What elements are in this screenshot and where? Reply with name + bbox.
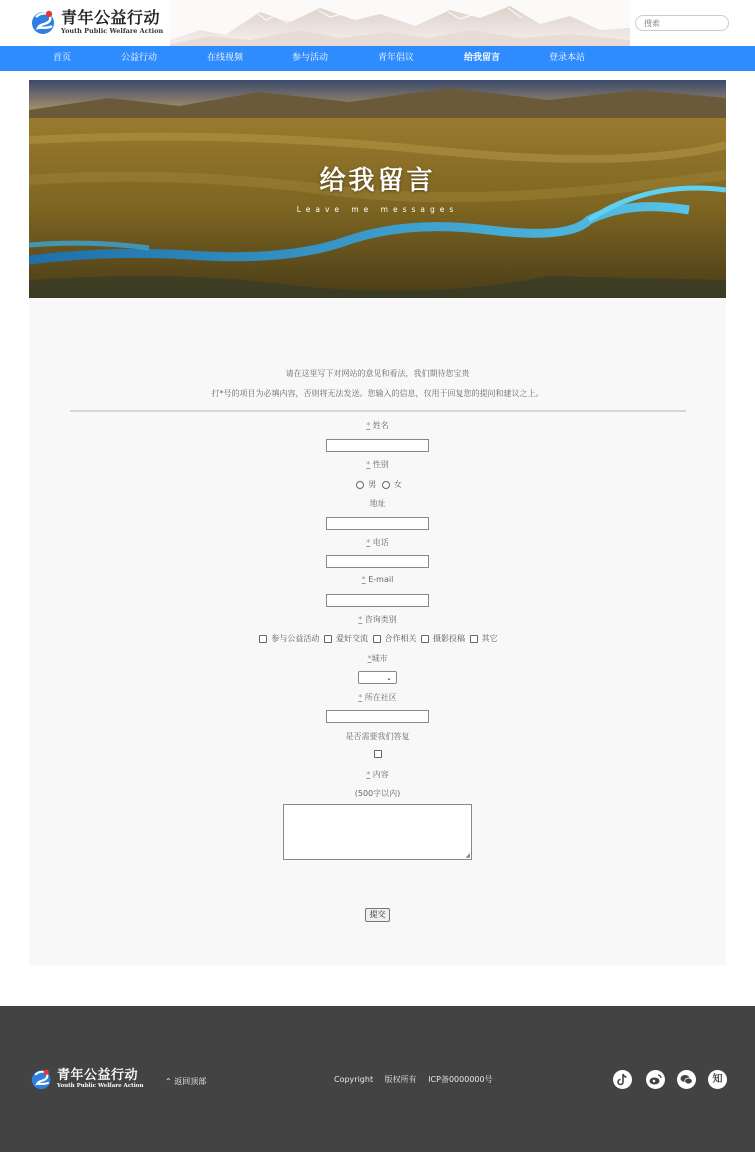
- site-logo[interactable]: [30, 9, 163, 35]
- gender-female-label: 女: [393, 480, 402, 489]
- douyin-icon[interactable]: [613, 1070, 632, 1089]
- category-checkbox-hobby[interactable]: [324, 635, 332, 643]
- required-mark: *: [366, 460, 371, 469]
- address-label: 地址: [369, 499, 386, 508]
- name-label: * 姓名: [366, 421, 389, 430]
- page-banner: [29, 80, 726, 298]
- required-mark: *: [361, 575, 366, 584]
- logo-emblem-icon: [30, 9, 58, 35]
- reply-label: 是否需要我们答复: [345, 732, 410, 741]
- phone-input[interactable]: [326, 555, 429, 568]
- required-mark: *: [366, 770, 371, 779]
- nav-item-actions[interactable]: 公益行动: [120, 53, 158, 63]
- chevron-up-icon: ⌃: [165, 1077, 172, 1086]
- email-label: * E-mail: [361, 575, 394, 584]
- category-checkbox-group: [29, 633, 726, 644]
- footer-logo[interactable]: [30, 1068, 143, 1090]
- required-mark: *: [366, 421, 371, 430]
- copyright-text: Copyright: [334, 1075, 374, 1084]
- nav-item-initiative[interactable]: 青年倡议: [377, 53, 415, 63]
- copyright-info: [334, 1074, 502, 1085]
- reply-checkbox[interactable]: [374, 750, 382, 758]
- phone-label: * 电话: [366, 538, 389, 547]
- required-mark: *: [358, 693, 363, 702]
- nav-item-messages[interactable]: 给我留言: [463, 53, 501, 63]
- address-input[interactable]: [326, 517, 429, 530]
- banner-title: 给我留言: [319, 166, 436, 196]
- gender-radio-group: [29, 479, 726, 490]
- banner-subtitle: Leave me messages: [296, 205, 459, 214]
- header-mountain-decoration: [170, 0, 630, 46]
- name-input[interactable]: [326, 439, 429, 452]
- category-checkbox-cooperation[interactable]: [373, 635, 381, 643]
- category-label-other: 其它: [481, 634, 498, 643]
- gender-male-label: 男: [368, 480, 377, 489]
- site-footer: [0, 1006, 755, 1152]
- form-intro-line2: 打*号的项目为必填内容，否则将无法发送。您输入的信息，仅用于回复您的提问和建议之上。: [211, 389, 544, 398]
- rights-text: 版权所有: [384, 1075, 417, 1084]
- site-header: [0, 0, 755, 46]
- content-textarea[interactable]: [283, 804, 472, 860]
- required-mark: *: [358, 615, 363, 624]
- required-mark: *: [366, 538, 371, 547]
- form-divider: [70, 410, 686, 412]
- category-label-hobby: 爱好交流: [335, 634, 368, 643]
- email-input[interactable]: [326, 594, 429, 607]
- city-label: *城市: [367, 654, 388, 663]
- category-label-activity: 参与公益活动: [271, 634, 320, 643]
- gender-female-radio[interactable]: [382, 481, 390, 489]
- community-input[interactable]: [326, 710, 429, 723]
- chevron-down-icon: ⌄: [386, 674, 392, 682]
- category-checkbox-other[interactable]: [470, 635, 478, 643]
- submit-button[interactable]: 提交: [365, 908, 390, 922]
- category-checkbox-photo[interactable]: [421, 635, 429, 643]
- category-label-cooperation: 合作相关: [384, 634, 417, 643]
- nav-item-activities[interactable]: 参与活动: [291, 53, 329, 63]
- back-to-top-link[interactable]: ⌃ 返回顶部: [165, 1077, 207, 1086]
- zhihu-icon[interactable]: 知: [708, 1070, 727, 1089]
- gender-label: * 性别: [366, 460, 389, 469]
- icp-link[interactable]: ICP备0000000号: [428, 1075, 493, 1084]
- content-hint: (500字以内): [354, 789, 401, 798]
- main-nav: [0, 46, 755, 71]
- nav-item-login[interactable]: 登录本站: [548, 53, 586, 63]
- city-select[interactable]: [358, 671, 397, 684]
- content-label: * 内容: [366, 770, 389, 779]
- message-form: [29, 298, 726, 965]
- nav-item-videos[interactable]: 在线视频: [206, 53, 244, 63]
- category-checkbox-activity[interactable]: [259, 635, 267, 643]
- community-label: * 所在社区: [358, 693, 397, 702]
- required-mark: *: [367, 654, 372, 663]
- form-intro-line1: 请在这里写下对网站的意见和看法，我们期待您宝贵: [285, 369, 470, 378]
- category-label-photo: 摄影投稿: [433, 634, 466, 643]
- resize-handle-icon[interactable]: ◢: [465, 852, 470, 859]
- nav-item-home[interactable]: 首页: [52, 53, 72, 63]
- logo-emblem-icon: [30, 1068, 54, 1090]
- search-input[interactable]: [635, 15, 729, 31]
- logo-title: 青年公益行动: [61, 7, 161, 27]
- wechat-icon[interactable]: [677, 1070, 696, 1089]
- weibo-icon[interactable]: [646, 1070, 665, 1089]
- logo-subtitle: Youth Public Welfare Action: [61, 26, 164, 35]
- category-label: * 咨询类别: [358, 615, 397, 624]
- footer-logo-title: 青年公益行动: [57, 1067, 139, 1083]
- gender-male-radio[interactable]: [356, 481, 364, 489]
- footer-logo-subtitle: Youth Public Welfare Action: [57, 1082, 144, 1089]
